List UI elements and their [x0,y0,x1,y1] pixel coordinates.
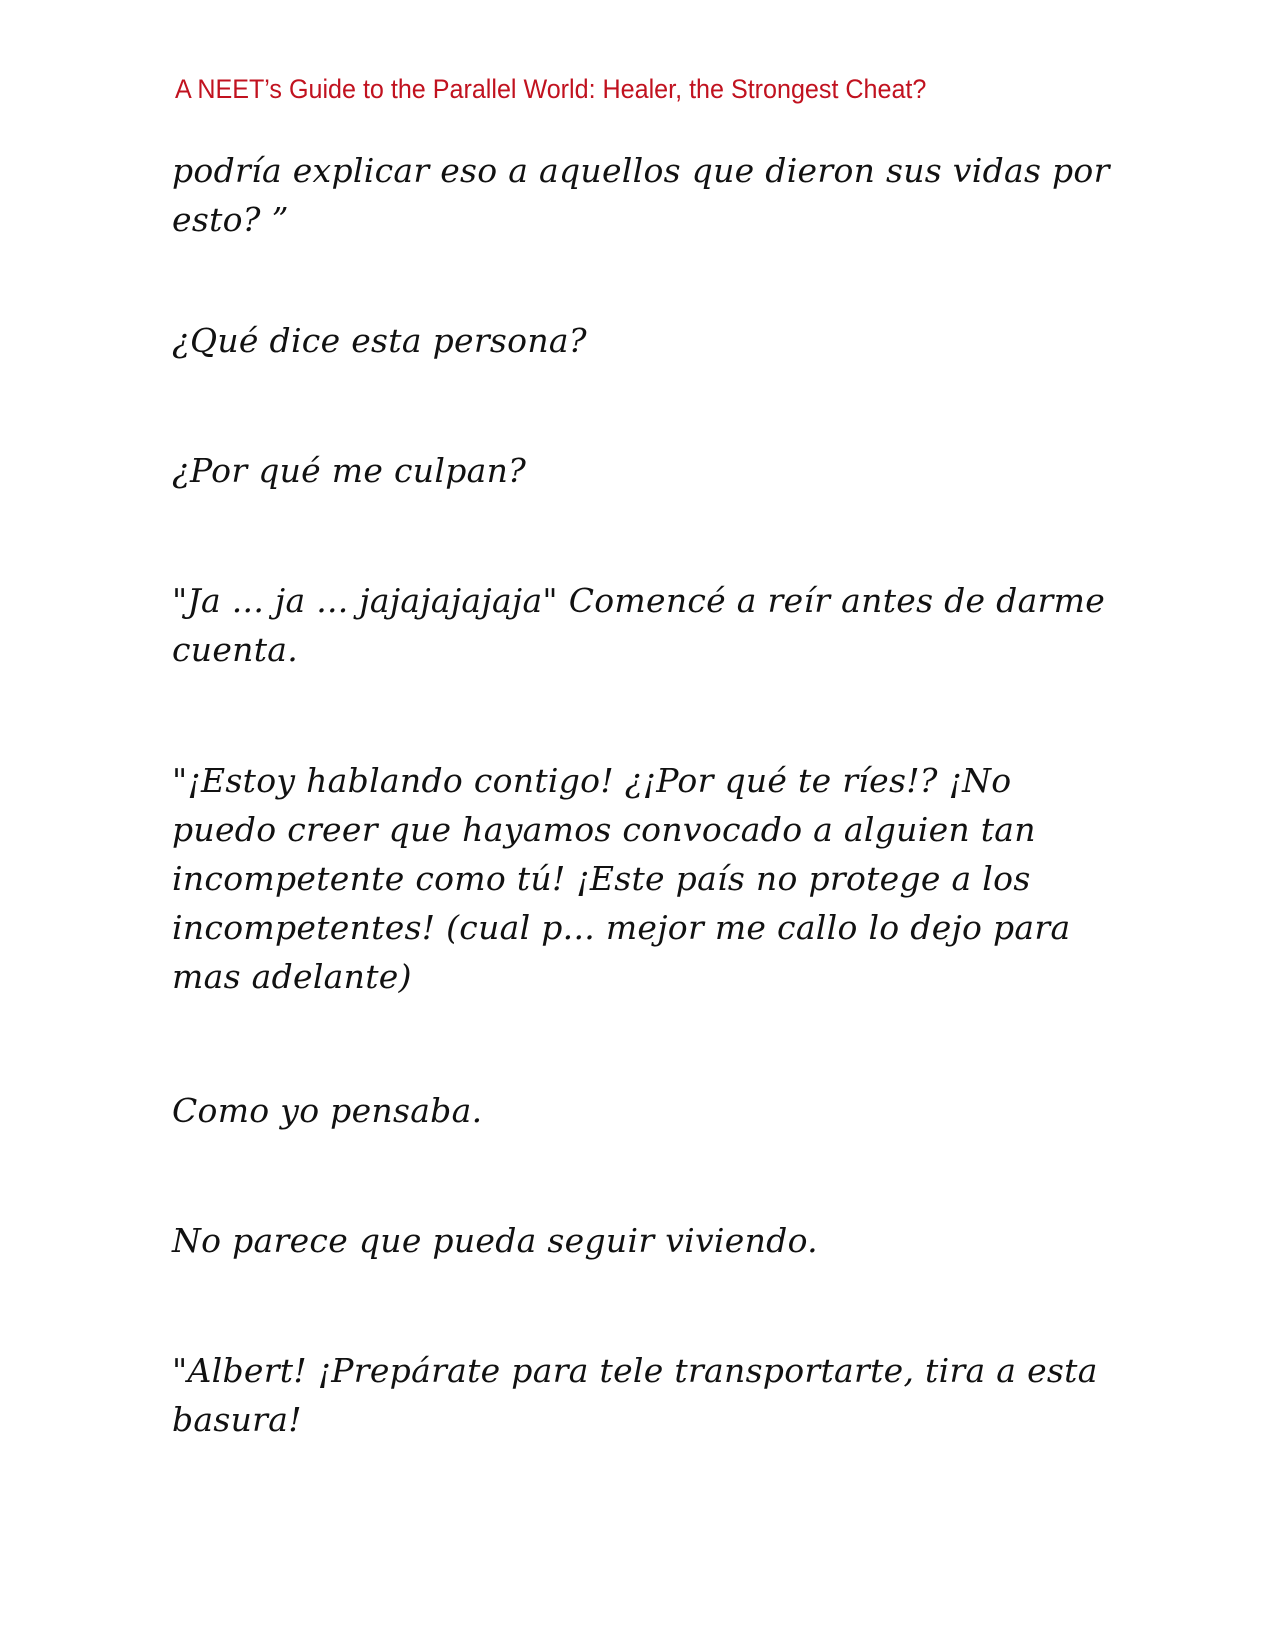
paragraph-5: "¡Estoy hablando contigo! ¿¡Por qué te ríes!? ¡No puedo creer que hayamos convocado a alguien tan incompetente como tú! ¡Este país no protege a los incompetentes! (cual p... mejor me callo lo dejo para mas adelante) [172,761,1071,996]
paragraph-1: podría explicar eso a aquellos que dieron sus vidas por esto? ” [172,151,1110,239]
paragraph-4: "Ja ... ja ... jajajajajaja" Comencé a reír antes de darme cuenta. [172,581,1106,669]
paragraph-7: No parece que pueda seguir viviendo. [172,1221,818,1260]
paragraph-3: ¿Por qué me culpan? [172,451,527,490]
paragraph-2: ¿Qué dice esta persona? [172,321,587,360]
paragraph-8: "Albert! ¡Prepárate para tele transportarte, tira a esta basura! [172,1351,1098,1439]
running-header: A NEET’s Guide to the Parallel World: Healer, the Strongest Cheat? [175,74,927,104]
paragraph-6: Como yo pensaba. [172,1091,483,1130]
